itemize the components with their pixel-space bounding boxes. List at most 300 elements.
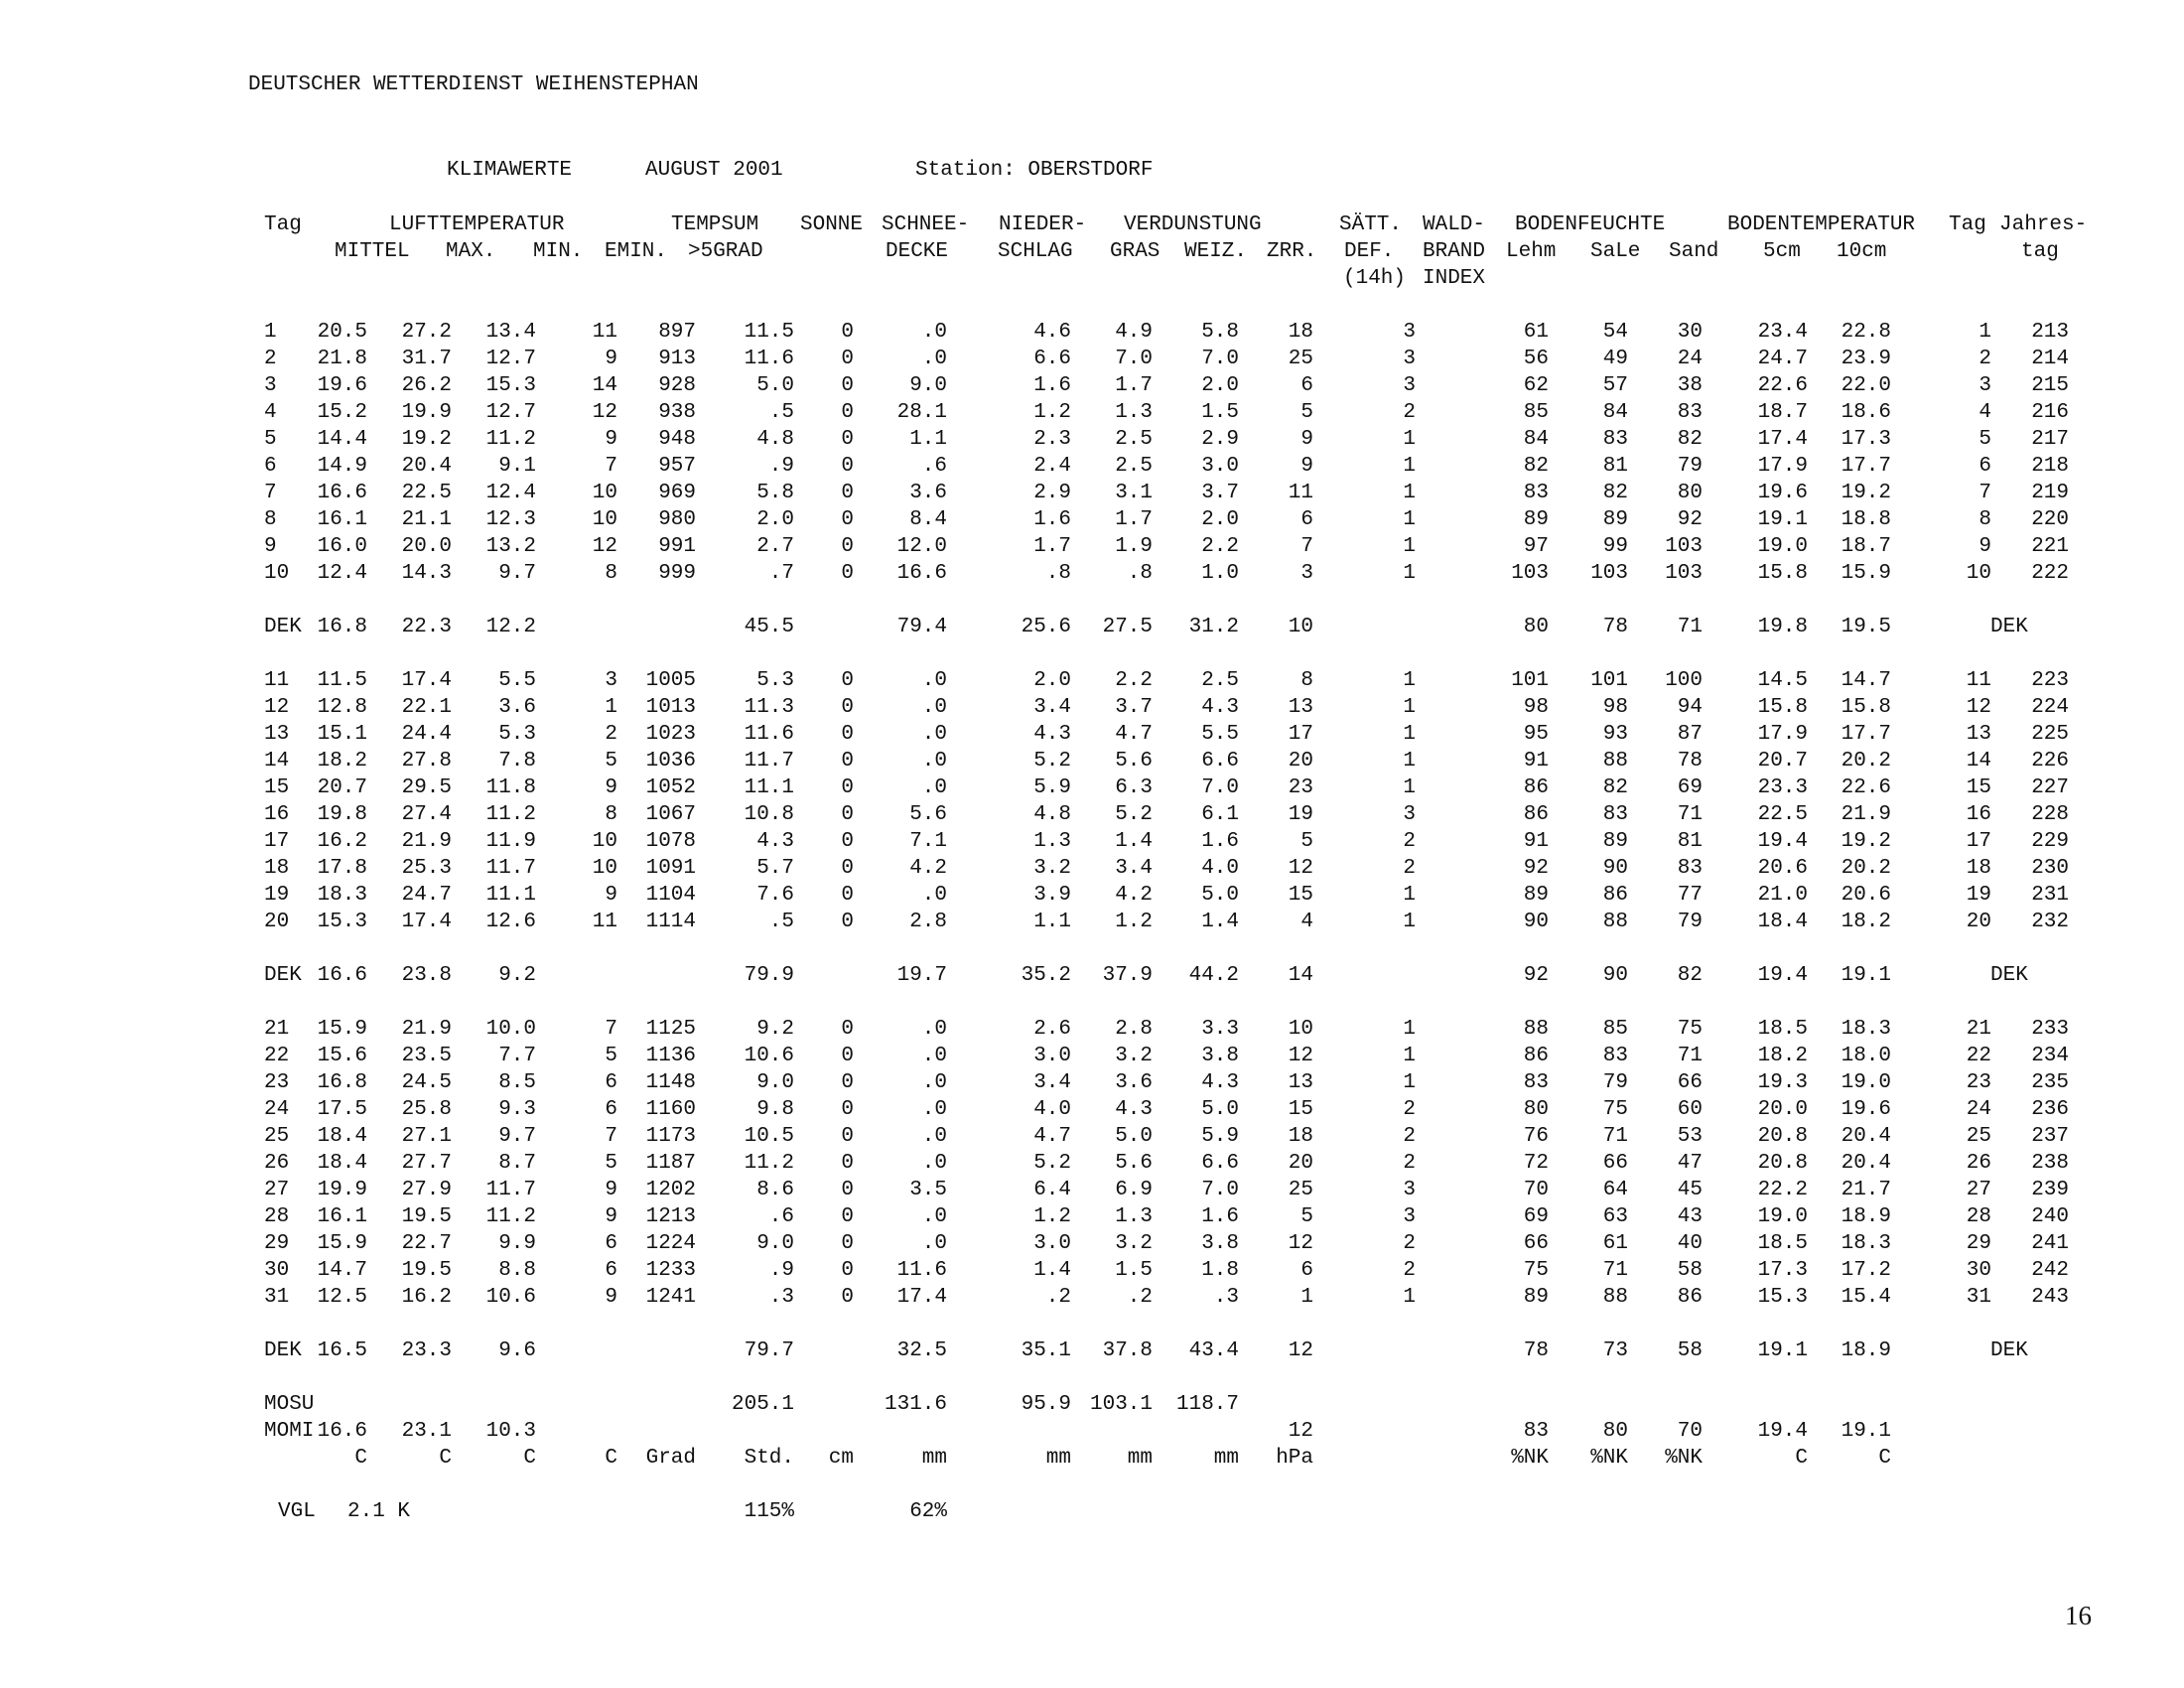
table-cell: 64 — [1602, 1179, 1629, 1201]
table-cell: 19.4 — [1757, 964, 1809, 987]
table-cell: .0 — [921, 750, 948, 773]
table-cell: 1.4 — [1201, 911, 1239, 933]
table-cell: 16.5 — [317, 1339, 368, 1362]
table-cell: 2 — [1403, 1152, 1416, 1175]
table-cell: 83 — [1523, 1071, 1550, 1094]
table-cell: 60 — [1677, 1098, 1704, 1121]
table-cell: 17.9 — [1757, 455, 1809, 478]
table-cell: 1.5 — [1115, 1259, 1153, 1282]
table-cell: 3.8 — [1201, 1045, 1239, 1067]
table-cell: 20 — [1966, 911, 1992, 933]
table-cell: 1213 — [645, 1205, 697, 1228]
table-cell: .0 — [921, 321, 948, 344]
table-cell: 80 — [1523, 1098, 1550, 1121]
row-label: MOMI — [264, 1420, 315, 1443]
table-cell: 0 — [841, 1045, 854, 1067]
header-label: NIEDER- — [999, 213, 1087, 236]
table-cell: 15.3 — [485, 374, 537, 397]
table-cell: 69 — [1523, 1205, 1550, 1228]
table-cell: 23.3 — [1757, 776, 1809, 799]
header-label: 5cm — [1763, 240, 1801, 263]
table-cell: 15 — [1966, 776, 1992, 799]
table-cell: 1125 — [645, 1018, 697, 1041]
table-cell: 2.0 — [1201, 508, 1239, 531]
table-cell: 1 — [1403, 750, 1416, 773]
table-cell: 14 — [592, 374, 618, 397]
table-cell: 15.1 — [317, 723, 368, 746]
table-cell: 2.5 — [1115, 428, 1153, 451]
table-cell: 3.2 — [1033, 857, 1071, 880]
table-cell: 23.3 — [401, 1339, 453, 1362]
table-cell: 88 — [1602, 1286, 1629, 1309]
table-cell: 2.4 — [1033, 455, 1071, 478]
table-cell: 79 — [1602, 1071, 1629, 1094]
table-cell: 12 — [1288, 1339, 1314, 1362]
table-cell: 4.2 — [909, 857, 947, 880]
table-cell: 5.5 — [498, 669, 536, 692]
table-cell: 12.3 — [485, 508, 537, 531]
table-cell: 7 — [605, 1125, 617, 1148]
table-cell: 71 — [1677, 803, 1704, 826]
table-cell: 8 — [605, 803, 617, 826]
table-cell: 980 — [658, 508, 696, 531]
table-cell: 82 — [1523, 455, 1550, 478]
table-cell: 0 — [841, 562, 854, 585]
table-cell: 1.9 — [1115, 535, 1153, 558]
table-cell: 14.7 — [317, 1259, 368, 1282]
table-cell: 2.8 — [909, 911, 947, 933]
table-cell: 38 — [1677, 374, 1704, 397]
table-cell: 2.6 — [1033, 1018, 1071, 1041]
table-cell: 24 — [1677, 348, 1704, 370]
table-cell: 86 — [1602, 884, 1629, 907]
table-cell: 81 — [1602, 455, 1629, 478]
row-label: 6 — [264, 455, 277, 478]
table-cell: .0 — [921, 348, 948, 370]
table-cell: 83 — [1602, 803, 1629, 826]
table-cell: 21.0 — [1757, 884, 1809, 907]
table-cell: 1202 — [645, 1179, 697, 1201]
header-label: LUFTTEMPERATUR — [389, 213, 565, 236]
table-cell: 3 — [1403, 374, 1416, 397]
table-cell: 19.6 — [1841, 1098, 1892, 1121]
table-cell: 0 — [841, 455, 854, 478]
table-cell: 4.0 — [1201, 857, 1239, 880]
table-cell: 118.7 — [1176, 1393, 1240, 1416]
table-cell: 20.2 — [1841, 750, 1892, 773]
table-cell: 21.8 — [317, 348, 368, 370]
table-cell: 98 — [1602, 696, 1629, 719]
table-cell: 4.6 — [1033, 321, 1071, 344]
table-cell: 85 — [1602, 1018, 1629, 1041]
table-cell: 216 — [2031, 401, 2069, 424]
table-cell: 89 — [1523, 508, 1550, 531]
row-label: DEK — [1990, 964, 2028, 987]
table-cell: .0 — [921, 669, 948, 692]
table-cell: 0 — [841, 723, 854, 746]
table-cell: 19.1 — [1757, 508, 1809, 531]
table-cell: 23.4 — [1757, 321, 1809, 344]
table-cell: 94 — [1677, 696, 1704, 719]
table-cell: .2 — [1045, 1286, 1072, 1309]
header-label: Tag — [1949, 213, 1986, 236]
table-cell: 78 — [1677, 750, 1704, 773]
table-cell: 1224 — [645, 1232, 697, 1255]
table-cell: 1067 — [645, 803, 697, 826]
table-cell: 8.5 — [498, 1071, 536, 1094]
table-cell: 43.4 — [1188, 1339, 1240, 1362]
table-cell: 6.4 — [1033, 1179, 1071, 1201]
header-label: Jahres- — [1999, 213, 2088, 236]
table-cell: 242 — [2031, 1259, 2069, 1282]
table-cell: 2.0 — [756, 508, 794, 531]
table-cell: 7 — [1979, 482, 1991, 504]
table-cell: 15.3 — [1757, 1286, 1809, 1309]
table-cell: 5.8 — [756, 482, 794, 504]
table-cell: 19.4 — [1757, 830, 1809, 853]
table-cell: 7.8 — [498, 750, 536, 773]
table-cell: 1 — [1403, 884, 1416, 907]
table-cell: 131.6 — [885, 1393, 948, 1416]
table-cell: 89 — [1602, 830, 1629, 853]
table-cell: 19.9 — [401, 401, 453, 424]
table-cell: 103 — [1665, 535, 1703, 558]
table-cell: 7.0 — [1201, 1179, 1239, 1201]
table-cell: 2 — [1403, 1232, 1416, 1255]
table-cell: 17.2 — [1841, 1259, 1892, 1282]
table-cell: 1 — [1403, 911, 1416, 933]
table-cell: 10 — [1966, 562, 1992, 585]
table-cell: 2 — [1403, 1125, 1416, 1148]
table-cell: 1091 — [645, 857, 697, 880]
table-cell: 3.1 — [1115, 482, 1153, 504]
table-cell: 19.2 — [1841, 482, 1892, 504]
table-cell: 1 — [1403, 1018, 1416, 1041]
table-cell: 2.5 — [1201, 669, 1239, 692]
table-cell: 22.5 — [401, 482, 453, 504]
table-cell: 5.3 — [498, 723, 536, 746]
header-label: MIN. — [533, 240, 584, 263]
table-cell: 6 — [1300, 508, 1313, 531]
table-cell: 21.1 — [401, 508, 453, 531]
row-label: 21 — [264, 1018, 290, 1041]
table-cell: 0 — [841, 1286, 854, 1309]
table-cell: 20.7 — [317, 776, 368, 799]
table-cell: 9.0 — [909, 374, 947, 397]
table-cell: 8.7 — [498, 1152, 536, 1175]
table-cell: 1 — [1403, 669, 1416, 692]
table-cell: 3.3 — [1201, 1018, 1239, 1041]
table-cell: 5.3 — [756, 669, 794, 692]
header-label: DECKE — [886, 240, 949, 263]
table-cell: 4.0 — [1033, 1098, 1071, 1121]
table-cell: 58 — [1677, 1339, 1704, 1362]
table-cell: 1 — [1300, 1286, 1313, 1309]
table-cell: 0 — [841, 1018, 854, 1041]
vgl-temp: 2.1 K — [347, 1500, 411, 1523]
table-cell: 82 — [1602, 776, 1629, 799]
table-cell: 1 — [1403, 562, 1416, 585]
table-cell: 103 — [1511, 562, 1549, 585]
table-cell: 1 — [1403, 482, 1416, 504]
table-cell: 90 — [1602, 964, 1629, 987]
table-cell: 1.7 — [1115, 374, 1153, 397]
table-cell: 47 — [1677, 1152, 1704, 1175]
table-cell: 7.6 — [756, 884, 794, 907]
table-cell: 6 — [1300, 374, 1313, 397]
table-cell: 17.9 — [1757, 723, 1809, 746]
table-cell: 234 — [2031, 1045, 2069, 1067]
table-cell: 10.0 — [485, 1018, 537, 1041]
row-label: 29 — [264, 1232, 290, 1255]
table-cell: 5.6 — [1115, 750, 1153, 773]
table-cell: 18.9 — [1841, 1339, 1892, 1362]
table-cell: 1173 — [645, 1125, 697, 1148]
table-cell: 31 — [1966, 1286, 1992, 1309]
table-cell: 3.0 — [1033, 1232, 1071, 1255]
row-label: 17 — [264, 830, 290, 853]
table-cell: 20.0 — [401, 535, 453, 558]
table-cell: 79 — [1677, 911, 1704, 933]
table-cell: 103.1 — [1090, 1393, 1154, 1416]
table-cell: 27.7 — [401, 1152, 453, 1175]
row-label: 2 — [264, 348, 277, 370]
row-label: 11 — [264, 669, 290, 692]
table-cell: 22.6 — [1841, 776, 1892, 799]
table-cell: 2 — [1403, 401, 1416, 424]
table-cell: 18.4 — [317, 1152, 368, 1175]
table-cell: 6 — [605, 1071, 617, 1094]
table-cell: 1114 — [645, 911, 697, 933]
table-cell: .8 — [1045, 562, 1072, 585]
table-cell: 22.0 — [1841, 374, 1892, 397]
table-cell: 0 — [841, 669, 854, 692]
table-cell: 6.1 — [1201, 803, 1239, 826]
table-cell: 4 — [1979, 401, 1991, 424]
table-cell: 54 — [1602, 321, 1629, 344]
table-cell: 19.6 — [317, 374, 368, 397]
table-cell: 28 — [1966, 1205, 1992, 1228]
table-cell: 3 — [1300, 562, 1313, 585]
table-cell: 35.2 — [1021, 964, 1072, 987]
table-cell: 16.1 — [317, 508, 368, 531]
table-cell: 27.1 — [401, 1125, 453, 1148]
table-cell: 11.9 — [485, 830, 537, 853]
table-cell: 217 — [2031, 428, 2069, 451]
table-cell: 20.6 — [1841, 884, 1892, 907]
table-cell: 231 — [2031, 884, 2069, 907]
table-cell: 18.8 — [1841, 508, 1892, 531]
table-cell: 991 — [658, 535, 696, 558]
table-cell: 11.6 — [896, 1259, 948, 1282]
table-cell: 19.3 — [1757, 1071, 1809, 1094]
table-cell: 20.7 — [1757, 750, 1809, 773]
table-cell: 11.2 — [485, 803, 537, 826]
table-cell: 237 — [2031, 1125, 2069, 1148]
table-cell: 92 — [1523, 857, 1550, 880]
header-label: BRAND — [1423, 240, 1486, 263]
table-cell: 57 — [1602, 374, 1629, 397]
table-cell: 91 — [1523, 750, 1550, 773]
table-cell: 1.4 — [1033, 1259, 1071, 1282]
header-label: MITTEL — [335, 240, 410, 263]
table-cell: 10 — [592, 482, 618, 504]
table-cell: 66 — [1677, 1071, 1704, 1094]
row-label: DEK — [264, 964, 302, 987]
table-cell: 2.7 — [756, 535, 794, 558]
table-cell: 5.2 — [1033, 750, 1071, 773]
table-cell: 10 — [1288, 1018, 1314, 1041]
table-cell: 5 — [1979, 428, 1991, 451]
table-cell: 7.1 — [909, 830, 947, 853]
table-cell: 17.3 — [1841, 428, 1892, 451]
header-label: EMIN. — [605, 240, 668, 263]
header-label: SCHNEE- — [882, 213, 970, 236]
table-cell: 23.9 — [1841, 348, 1892, 370]
table-cell: 14.3 — [401, 562, 453, 585]
table-cell: 12.4 — [317, 562, 368, 585]
table-cell: 86 — [1677, 1286, 1704, 1309]
table-cell: 70 — [1677, 1420, 1704, 1443]
table-cell: 12.2 — [485, 616, 537, 638]
table-cell: 5 — [1300, 1205, 1313, 1228]
vgl-sonne: 115% — [744, 1500, 795, 1523]
table-cell: 23 — [1288, 776, 1314, 799]
table-cell: 19.2 — [1841, 830, 1892, 853]
table-cell: 27.2 — [401, 321, 453, 344]
table-cell: 90 — [1602, 857, 1629, 880]
table-cell: 79 — [1677, 455, 1704, 478]
table-cell: 12.7 — [485, 401, 537, 424]
table-cell: 4.8 — [1033, 803, 1071, 826]
table-cell: 9.2 — [756, 1018, 794, 1041]
table-cell: 15.9 — [317, 1018, 368, 1041]
table-cell: 84 — [1602, 401, 1629, 424]
table-cell: 14.4 — [317, 428, 368, 451]
table-cell: 11 — [1288, 482, 1314, 504]
table-cell: 233 — [2031, 1018, 2069, 1041]
table-cell: 23.8 — [401, 964, 453, 987]
table-cell: 3.4 — [1033, 696, 1071, 719]
table-cell: 13 — [1966, 723, 1992, 746]
table-cell: 3.2 — [1115, 1045, 1153, 1067]
table-cell: 1.6 — [1201, 1205, 1239, 1228]
header-label: SÄTT. — [1339, 213, 1403, 236]
header-label: VERDUNSTUNG — [1124, 213, 1262, 236]
table-cell: 18.3 — [317, 884, 368, 907]
table-cell: 71 — [1677, 1045, 1704, 1067]
row-label: 28 — [264, 1205, 290, 1228]
table-cell: 4.3 — [1201, 1071, 1239, 1094]
table-cell: 3.7 — [1115, 696, 1153, 719]
table-cell: 18.7 — [1757, 401, 1809, 424]
table-cell: 89 — [1523, 1286, 1550, 1309]
row-label: MOSU — [264, 1393, 315, 1416]
table-cell: 236 — [2031, 1098, 2069, 1121]
table-cell: 4.3 — [1201, 696, 1239, 719]
table-cell: 1241 — [645, 1286, 697, 1309]
table-cell: 1.6 — [1201, 830, 1239, 853]
header-label: GRAS — [1110, 240, 1160, 263]
table-cell: 12.4 — [485, 482, 537, 504]
table-cell: 3 — [1403, 321, 1416, 344]
table-cell: 20 — [1288, 1152, 1314, 1175]
table-cell: 8 — [1300, 669, 1313, 692]
table-cell: 80 — [1602, 1420, 1629, 1443]
table-cell: 1.4 — [1115, 830, 1153, 853]
table-cell: .0 — [921, 1125, 948, 1148]
table-cell: 14.5 — [1757, 669, 1809, 692]
header-label: ZRR. — [1267, 240, 1317, 263]
table-cell: 12.8 — [317, 696, 368, 719]
table-cell: 1013 — [645, 696, 697, 719]
table-cell: 20.2 — [1841, 857, 1892, 880]
table-cell: mm — [1127, 1447, 1154, 1470]
table-cell: 5.8 — [1201, 321, 1239, 344]
table-cell: 3 — [1403, 803, 1416, 826]
subtitle-month: AUGUST 2001 — [645, 159, 783, 182]
table-cell: 227 — [2031, 776, 2069, 799]
table-cell: 2.9 — [1033, 482, 1071, 504]
table-cell: 98 — [1523, 696, 1550, 719]
table-cell: 7.7 — [498, 1045, 536, 1067]
table-cell: 0 — [841, 401, 854, 424]
table-cell: 17 — [1966, 830, 1992, 853]
table-cell: 30 — [1677, 321, 1704, 344]
table-cell: 9.9 — [498, 1232, 536, 1255]
table-cell: .0 — [921, 1205, 948, 1228]
table-cell: 238 — [2031, 1152, 2069, 1175]
table-cell: 7.0 — [1115, 348, 1153, 370]
row-label: 15 — [264, 776, 290, 799]
table-cell: 17.7 — [1841, 455, 1892, 478]
table-cell: 220 — [2031, 508, 2069, 531]
table-cell: 18.2 — [317, 750, 368, 773]
table-cell: 83 — [1523, 1420, 1550, 1443]
table-cell: 16.2 — [317, 830, 368, 853]
table-cell: 6.9 — [1115, 1179, 1153, 1201]
table-cell: 15.4 — [1841, 1286, 1892, 1309]
table-cell: 80 — [1677, 482, 1704, 504]
table-cell: 9.1 — [498, 455, 536, 478]
table-cell: .0 — [921, 776, 948, 799]
table-cell: 24.5 — [401, 1071, 453, 1094]
table-cell: 22.2 — [1757, 1179, 1809, 1201]
table-cell: 14 — [1288, 964, 1314, 987]
table-cell: 79.9 — [744, 964, 795, 987]
table-cell: 223 — [2031, 669, 2069, 692]
table-cell: 15 — [1288, 1098, 1314, 1121]
table-cell: 75 — [1677, 1018, 1704, 1041]
table-cell: 5.6 — [909, 803, 947, 826]
table-cell: 9.6 — [498, 1339, 536, 1362]
table-cell: 7.0 — [1201, 776, 1239, 799]
table-cell: 9.2 — [498, 964, 536, 987]
table-cell: 1.7 — [1033, 535, 1071, 558]
table-cell: 95 — [1523, 723, 1550, 746]
table-cell: 16.2 — [401, 1286, 453, 1309]
table-cell: 14.7 — [1841, 669, 1892, 692]
table-cell: 5 — [1300, 401, 1313, 424]
table-cell: 101 — [1590, 669, 1628, 692]
table-cell: 17.5 — [317, 1098, 368, 1121]
table-cell: 9 — [605, 1205, 617, 1228]
table-cell: 0 — [841, 911, 854, 933]
table-cell: 4.8 — [756, 428, 794, 451]
table-cell: 999 — [658, 562, 696, 585]
table-cell: .9 — [768, 1259, 795, 1282]
table-cell: 22.3 — [401, 616, 453, 638]
